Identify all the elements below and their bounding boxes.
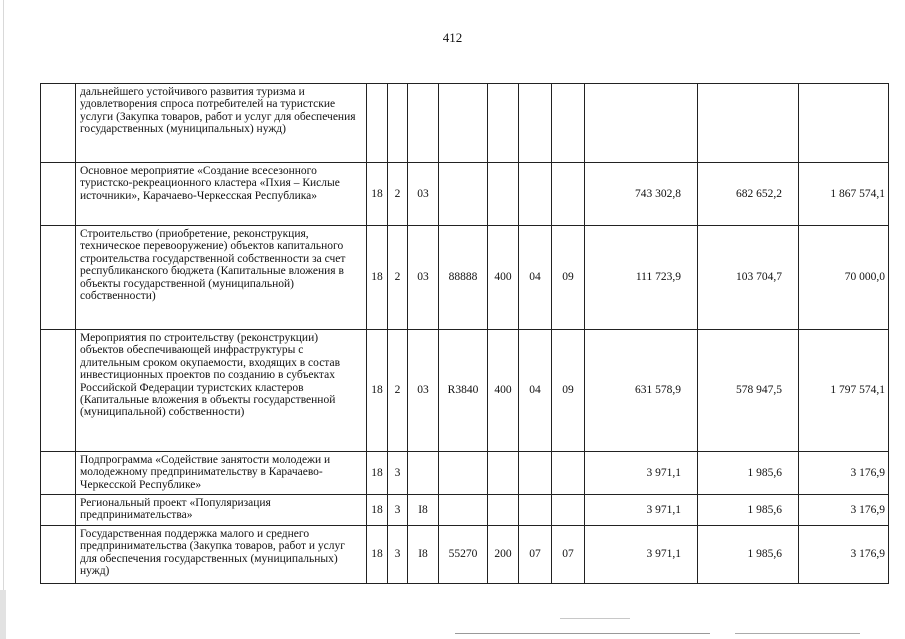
table-row (41, 226, 889, 330)
row-number-cell (41, 226, 76, 330)
code-cell (488, 452, 519, 495)
row-number-cell (41, 84, 76, 163)
code-cell (408, 452, 439, 495)
code-cell (439, 84, 488, 163)
code-cell: 09 (552, 226, 585, 330)
code-cell: 18 (367, 226, 388, 330)
code-cell: 07 (519, 526, 552, 584)
code-cell (519, 495, 552, 526)
code-cell: 03 (408, 226, 439, 330)
row-number-cell (41, 330, 76, 452)
code-cell (488, 495, 519, 526)
scan-artifact-line (735, 633, 860, 634)
code-cell (439, 495, 488, 526)
code-cell (488, 163, 519, 226)
row-number-cell (41, 163, 76, 226)
code-cell (488, 84, 519, 163)
amount-cell: 3 176,9 (799, 526, 889, 584)
code-cell: I8 (408, 495, 439, 526)
code-cell: 04 (519, 330, 552, 452)
code-cell (552, 84, 585, 163)
scan-artifact-line (455, 633, 710, 634)
amount-cell: 3 971,1 (585, 495, 698, 526)
code-cell: 55270 (439, 526, 488, 584)
code-cell: 03 (408, 163, 439, 226)
amount-cell (799, 84, 889, 163)
row-name: Основное мероприятие «Создание всесезонного туристско-рекреационного кластера «Пхия – Кислые источники», Карачаево-Черкесская Республика» (76, 163, 367, 226)
code-cell: 88888 (439, 226, 488, 330)
table-row (41, 163, 889, 226)
amount-cell: 3 176,9 (799, 452, 889, 495)
amount-cell: 3 971,1 (585, 526, 698, 584)
row-number-cell (41, 526, 76, 584)
code-cell (367, 84, 388, 163)
code-cell: 400 (488, 330, 519, 452)
amount-cell: 1 985,6 (698, 526, 799, 584)
scan-edge-shadow (0, 590, 6, 639)
row-name: Строительство (приобретение, реконструкция, техническое перевооружение) объектов капитального строительства государственной собственности за счет республиканского бюджета (Капитальные вложения в объекты государственной (муниципальной) собственности) (76, 226, 367, 330)
code-cell (388, 84, 408, 163)
code-cell: 3 (388, 452, 408, 495)
amount-cell: 103 704,7 (698, 226, 799, 330)
table-row (41, 330, 889, 452)
code-cell: 200 (488, 526, 519, 584)
row-name: дальнейшего устойчивого развития туризма и удовлетворения спроса потребителей на туристские услуги (Закупка товаров, работ и услуг для обеспечения государственных (муниципальных) нужд) (76, 84, 367, 163)
table-row (41, 452, 889, 495)
budget-table (40, 83, 889, 584)
code-cell: R3840 (439, 330, 488, 452)
table-row (41, 526, 889, 584)
amount-cell: 743 302,8 (585, 163, 698, 226)
code-cell: 07 (552, 526, 585, 584)
amount-cell: 1 867 574,1 (799, 163, 889, 226)
amount-cell: 3 176,9 (799, 495, 889, 526)
code-cell (519, 84, 552, 163)
code-cell: 18 (367, 526, 388, 584)
code-cell: 18 (367, 330, 388, 452)
amount-cell: 1 985,6 (698, 452, 799, 495)
code-cell: 3 (388, 495, 408, 526)
code-cell (408, 84, 439, 163)
code-cell: 18 (367, 495, 388, 526)
row-name: Подпрограмма «Содействие занятости молодежи и молодежному предпринимательству в Карачаево-Черкесской Республике» (76, 452, 367, 495)
row-number-cell (41, 495, 76, 526)
amount-cell: 631 578,9 (585, 330, 698, 452)
amount-cell: 1 797 574,1 (799, 330, 889, 452)
table-row (41, 84, 889, 163)
amount-cell: 111 723,9 (585, 226, 698, 330)
row-name: Региональный проект «Популяризация предпринимательства» (76, 495, 367, 526)
code-cell (552, 495, 585, 526)
page-number: 412 (442, 30, 463, 45)
code-cell: 09 (552, 330, 585, 452)
row-name: Мероприятия по строительству (реконструкции) объектов обеспечивающей инфраструктуры с длительным сроком окупаемости, входящих в состав инвестиционных проектов по созданию в субъектах Российской Федерации туристских кластеров (Капитальные вложения в объекты государственной (муниципальной) собственности) (76, 330, 367, 452)
code-cell: 18 (367, 163, 388, 226)
code-cell: 3 (388, 526, 408, 584)
code-cell (552, 163, 585, 226)
code-cell (552, 452, 585, 495)
code-cell: 18 (367, 452, 388, 495)
row-name: Государственная поддержка малого и среднего предпринимательства (Закупка товаров, работ и услуг для обеспечения государственных (муниципальных) нужд) (76, 526, 367, 584)
code-cell: 03 (408, 330, 439, 452)
scan-artifact-line (560, 618, 630, 619)
code-cell: 04 (519, 226, 552, 330)
amount-cell (585, 84, 698, 163)
amount-cell (698, 84, 799, 163)
amount-cell: 682 652,2 (698, 163, 799, 226)
row-number-cell (41, 452, 76, 495)
scan-edge (3, 0, 4, 639)
code-cell: 2 (388, 163, 408, 226)
code-cell (439, 452, 488, 495)
table-row (41, 495, 889, 526)
code-cell: 2 (388, 330, 408, 452)
code-cell: 2 (388, 226, 408, 330)
code-cell: I8 (408, 526, 439, 584)
code-cell: 400 (488, 226, 519, 330)
amount-cell: 70 000,0 (799, 226, 889, 330)
amount-cell: 3 971,1 (585, 452, 698, 495)
code-cell (519, 163, 552, 226)
amount-cell: 1 985,6 (698, 495, 799, 526)
code-cell (439, 163, 488, 226)
code-cell (519, 452, 552, 495)
amount-cell: 578 947,5 (698, 330, 799, 452)
